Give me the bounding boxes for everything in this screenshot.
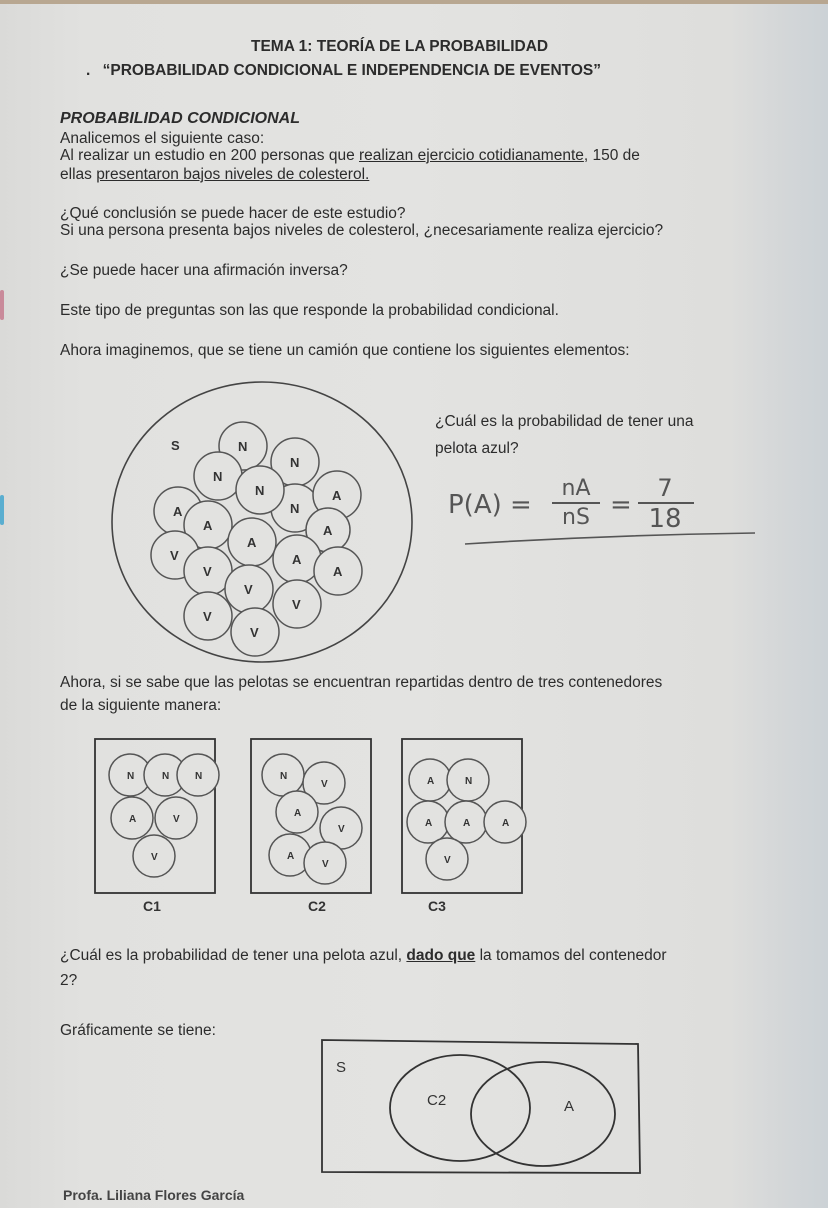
fraction-numerator: nA <box>561 476 591 501</box>
svg-text:V: V <box>322 859 329 870</box>
emphasis-dado-que: dado que <box>406 947 476 964</box>
svg-text:V: V <box>151 852 158 863</box>
page-title: TEMA 1: TEORÍA DE LA PROBABILIDAD <box>251 38 549 55</box>
sample-space-label: S <box>171 438 180 453</box>
container-c3-label: C3 <box>428 898 446 914</box>
question-1: ¿Qué conclusión se puede hacer de este estudio? <box>60 205 406 222</box>
c2-ball <box>276 791 318 833</box>
equals-sign: = <box>610 490 632 520</box>
result-numerator: 7 <box>657 474 673 502</box>
ball-N <box>236 466 284 514</box>
svg-text:V: V <box>321 779 328 790</box>
c3-ball <box>445 801 487 843</box>
containers-diagram <box>85 730 545 920</box>
ball-A <box>228 518 276 566</box>
svg-text:A: A <box>502 818 510 829</box>
fraction-bar <box>552 502 600 504</box>
statement: Este tipo de preguntas son las que responde la probabilidad condicional. <box>60 302 559 319</box>
svg-text:N: N <box>290 455 300 470</box>
sample-space-diagram <box>100 380 420 670</box>
section-heading: PROBABILIDAD CONDICIONAL <box>60 110 300 127</box>
svg-text:N: N <box>162 771 170 782</box>
set-a-ellipse <box>471 1062 615 1166</box>
probability-lhs: P(A) = <box>448 490 532 520</box>
svg-text:A: A <box>333 564 343 579</box>
svg-text:V: V <box>203 609 212 624</box>
c3-ball <box>409 759 451 801</box>
containers-intro-line-1: Ahora, si se sabe que las pelotas se encuentran repartidas dentro de tres contenedores <box>60 674 663 691</box>
question-3: ¿Se puede hacer una afirmación inversa? <box>60 262 348 279</box>
svg-text:V: V <box>203 564 212 579</box>
underlined-phrase: realizan ejercicio cotidianamente <box>359 147 584 164</box>
svg-text:A: A <box>332 488 342 503</box>
svg-text:N: N <box>280 771 288 782</box>
svg-text:N: N <box>290 501 300 516</box>
margin-mark <box>0 495 4 525</box>
svg-text:A: A <box>323 523 333 538</box>
universe-rectangle <box>322 1040 640 1173</box>
c3-ball <box>426 838 468 880</box>
svg-text:V: V <box>170 548 179 563</box>
margin-mark <box>0 290 4 320</box>
svg-text:V: V <box>244 582 253 597</box>
container-c1-label: C1 <box>143 898 161 914</box>
svg-text:A: A <box>247 535 257 550</box>
svg-text:V: V <box>250 625 259 640</box>
answer-underline <box>460 525 760 550</box>
underlined-phrase: presentaron bajos niveles de colesterol. <box>96 166 370 183</box>
ball-V <box>273 580 321 628</box>
venn-diagram <box>300 1030 650 1190</box>
c1-ball <box>155 797 197 839</box>
ball-V <box>231 608 279 656</box>
page-subtitle <box>86 62 601 80</box>
subtitle-text: “PROBABILIDAD CONDICIONAL E INDEPENDENCIA DE EVENTOS” <box>102 62 601 79</box>
case-line-1: Al realizar un estudio en 200 personas que realizan ejercicio cotidianamente, 150 de <box>60 147 640 164</box>
svg-text:N: N <box>127 771 135 782</box>
ball-V <box>225 565 273 613</box>
page-top-edge <box>0 0 828 4</box>
svg-text:A: A <box>425 818 433 829</box>
svg-text:N: N <box>465 776 473 787</box>
set-c2-ellipse <box>390 1055 530 1161</box>
conditional-question-line-1: ¿Cuál es la probabilidad de tener una pelota azul, dado que la tomamos del contenedor <box>60 947 667 964</box>
svg-text:N: N <box>195 771 203 782</box>
ball-A <box>314 547 362 595</box>
svg-text:N: N <box>238 439 248 454</box>
bullet: . <box>86 62 91 79</box>
c3-ball <box>407 801 449 843</box>
svg-text:A: A <box>427 776 435 787</box>
svg-text:V: V <box>338 824 345 835</box>
fraction-denominator: nS <box>562 505 590 530</box>
svg-text:V: V <box>173 814 180 825</box>
container-c2-label: C2 <box>308 898 326 914</box>
c2-ball <box>262 754 304 796</box>
probability-question-line-1: ¿Cuál es la probabilidad de tener una <box>435 413 694 430</box>
universe-label: S <box>336 1059 347 1076</box>
intro-text: Analicemos el siguiente caso: <box>60 130 265 147</box>
question-2: Si una persona presenta bajos niveles de colesterol, ¿necesariamente realiza ejercicio? <box>60 222 664 239</box>
svg-text:A: A <box>294 808 302 819</box>
c1-ball <box>133 835 175 877</box>
svg-text:A: A <box>173 504 183 519</box>
case-line-2: ellas presentaron bajos niveles de colesterol. <box>60 166 370 183</box>
ball-N <box>194 452 242 500</box>
c1-ball <box>111 797 153 839</box>
c2-ball <box>304 842 346 884</box>
svg-text:V: V <box>444 855 451 866</box>
svg-text:N: N <box>255 483 265 498</box>
result-denominator: 18 <box>648 504 682 534</box>
ball-V <box>184 592 232 640</box>
probability-question-line-2: pelota azul? <box>435 440 519 457</box>
c3-ball <box>484 801 526 843</box>
truck-intro: Ahora imaginemos, que se tiene un camión que contiene los siguientes elementos: <box>60 342 630 359</box>
conditional-question-line-2: 2? <box>60 972 78 989</box>
graphic-intro: Gráficamente se tiene: <box>60 1022 216 1039</box>
set-a-label: A <box>564 1098 575 1115</box>
svg-text:V: V <box>292 597 301 612</box>
containers-intro-line-2: de la siguiente manera: <box>60 697 222 714</box>
set-c2-label: C2 <box>427 1092 447 1109</box>
c3-ball <box>447 759 489 801</box>
svg-text:A: A <box>463 818 471 829</box>
svg-text:A: A <box>203 518 213 533</box>
author-footer: Profa. Liliana Flores García <box>63 1187 245 1203</box>
svg-text:A: A <box>287 851 295 862</box>
svg-text:A: A <box>129 814 137 825</box>
c1-ball <box>177 754 219 796</box>
svg-text:A: A <box>292 552 302 567</box>
svg-text:N: N <box>213 469 223 484</box>
